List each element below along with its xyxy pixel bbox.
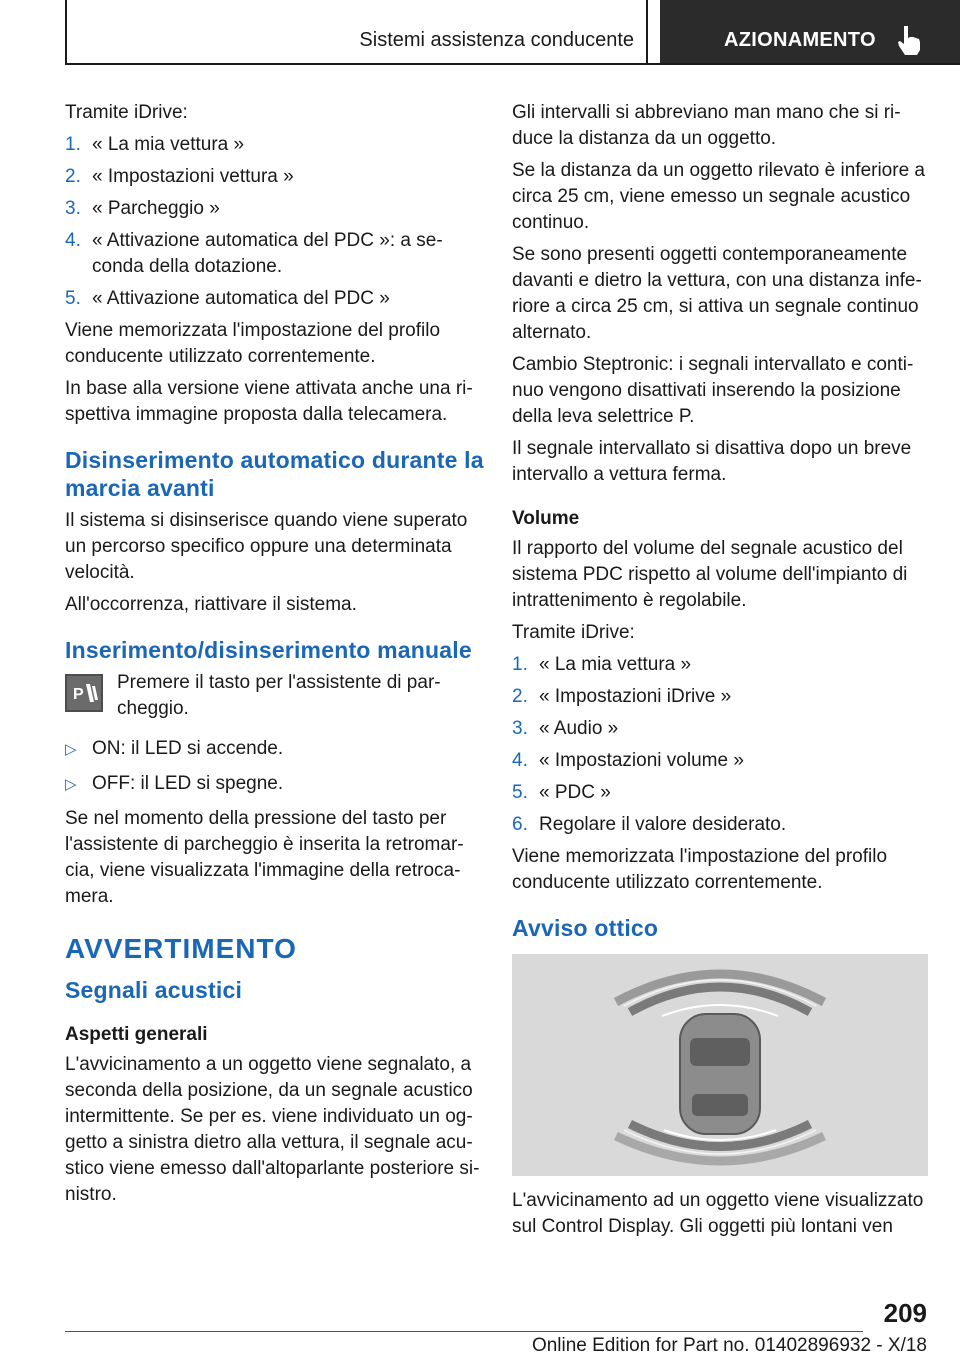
paragraph: Tramite iDrive: (65, 102, 188, 123)
list-item: ▷ OFF: il LED si spegne. (65, 771, 485, 798)
svg-text:P: P (73, 686, 84, 703)
pointing-hand-icon (894, 24, 924, 56)
list-item: 1. « La mia vettura » (512, 654, 692, 675)
volume-steps-list (512, 652, 926, 838)
paragraph: Se nel momento della pressione del tasto per l'assistente di parcheggio è inserita la retromarcia, viene visualizzata l'immagine della retrocamera. (65, 808, 464, 907)
footer-rule (65, 1331, 863, 1332)
triangle-bullet-icon: ▷ (65, 776, 77, 793)
paragraph: Viene memorizzata l'impostazione del profilo conducente utilizzato correntemente. (512, 846, 888, 893)
list-item: 1. « La mia vettura » (65, 134, 245, 155)
left-column (65, 100, 485, 1214)
parking-assistant-key-icon (65, 674, 103, 712)
paragraph: Se la distanza da un oggetto rilevato è inferiore a circa 25 cm, viene emesso un segnale acustico continuo. (512, 160, 925, 233)
heading-disinserimento: Disinserimento automatico durante la marcia avanti (65, 447, 484, 501)
paragraph: Se sono presenti oggetti contemporaneamente davanti e dietro la vettura, con una distanza inferiore a circa 25 cm, si attiva un segnale continuo alternato. (512, 244, 922, 343)
list-item: 5. « Attivazione automatica del PDC » (65, 288, 390, 309)
list-item: 3. « Parcheggio » (65, 198, 220, 219)
list-item: 4. « Attivazione automatica del PDC »: a seconda della dotazione. (65, 230, 443, 277)
paragraph: Il sistema si disinserisce quando viene superato un percorso specifico oppure una determinata velocità. (65, 510, 468, 583)
list-item: 5. « PDC » (512, 782, 611, 803)
paragraph: Viene memorizzata l'impostazione del profilo conducente utilizzato correntemente. (65, 320, 441, 367)
list-item: 2. « Impostazioni iDrive » (512, 686, 732, 707)
triangle-bullet-icon: ▷ (65, 741, 77, 758)
chapter-tab (660, 0, 960, 64)
list-item: 2. « Impostazioni vettura » (65, 166, 294, 187)
heading-avviso-ottico: Avviso ottico (512, 915, 659, 941)
chapter-title: AZIONAMENTO (724, 29, 876, 51)
list-item: 4. « Impostazioni volume » (512, 750, 744, 771)
paragraph: Tramite iDrive: (512, 622, 635, 643)
heading-aspetti-generali: Aspetti generali (65, 1024, 208, 1045)
paragraph: L'avvicinamento a un oggetto viene segnalato, a seconda della posizione, da un segnale acustico intermittente. Se per es. viene individuato un oggetto a sinistra dietro alla vettura, il segnale acustico viene emesso dall'altoparlante posteriore sinistro. (65, 1054, 480, 1205)
heading-manuale: Inserimento/disinserimento manuale (65, 637, 472, 663)
idrive-steps-list (65, 132, 485, 312)
key-instruction: P Premere il tasto per l'assistente di parcheggio. (65, 670, 485, 722)
list-item: 3. « Audio » (512, 718, 619, 739)
list-item: 6. Regolare il valore desiderato. (512, 814, 787, 835)
header-rule (65, 63, 960, 65)
heading-segnali-acustici: Segnali acustici (65, 977, 243, 1003)
edition-footer: Online Edition for Part no. 01402896932 - X/18 (531, 1335, 927, 1356)
paragraph: In base alla versione viene attivata anche una rispettiva immagine proposta dalla telecamera. (65, 378, 473, 425)
paragraph: Il segnale intervallato si disattiva dopo un breve intervallo a vettura ferma. (512, 438, 912, 485)
page-number: 209 (883, 1298, 927, 1328)
paragraph: L'avvicinamento ad un oggetto viene visualizzato sul Control Display. Gli oggetti più lontani ven (512, 1190, 924, 1237)
running-header-section (65, 0, 648, 64)
car-sensor-zones-image (512, 954, 928, 1176)
paragraph: Il rapporto del volume del segnale acustico del sistema PDC rispetto al volume dell'impianto di intrattenimento è regolabile. (512, 538, 908, 611)
led-status-list (65, 736, 485, 798)
paragraph: Cambio Steptronic: i segnali intervallato e continuo vengono disattivati inserendo la posizione della leva selettrice P. (512, 354, 914, 427)
list-item: ▷ ON: il LED si accende. (65, 736, 485, 763)
right-column (512, 100, 926, 1246)
section-title: Sistemi assistenza conducente (359, 29, 634, 51)
heading-avvertimento: AVVERTIMENTO (65, 933, 297, 964)
heading-volume: Volume (512, 508, 580, 529)
pdc-display-illustration (512, 954, 928, 1176)
paragraph: All'occorrenza, riattivare il sistema. (65, 594, 357, 615)
paragraph: Gli intervalli si abbreviano man mano che si riduce la distanza da un oggetto. (512, 102, 901, 149)
